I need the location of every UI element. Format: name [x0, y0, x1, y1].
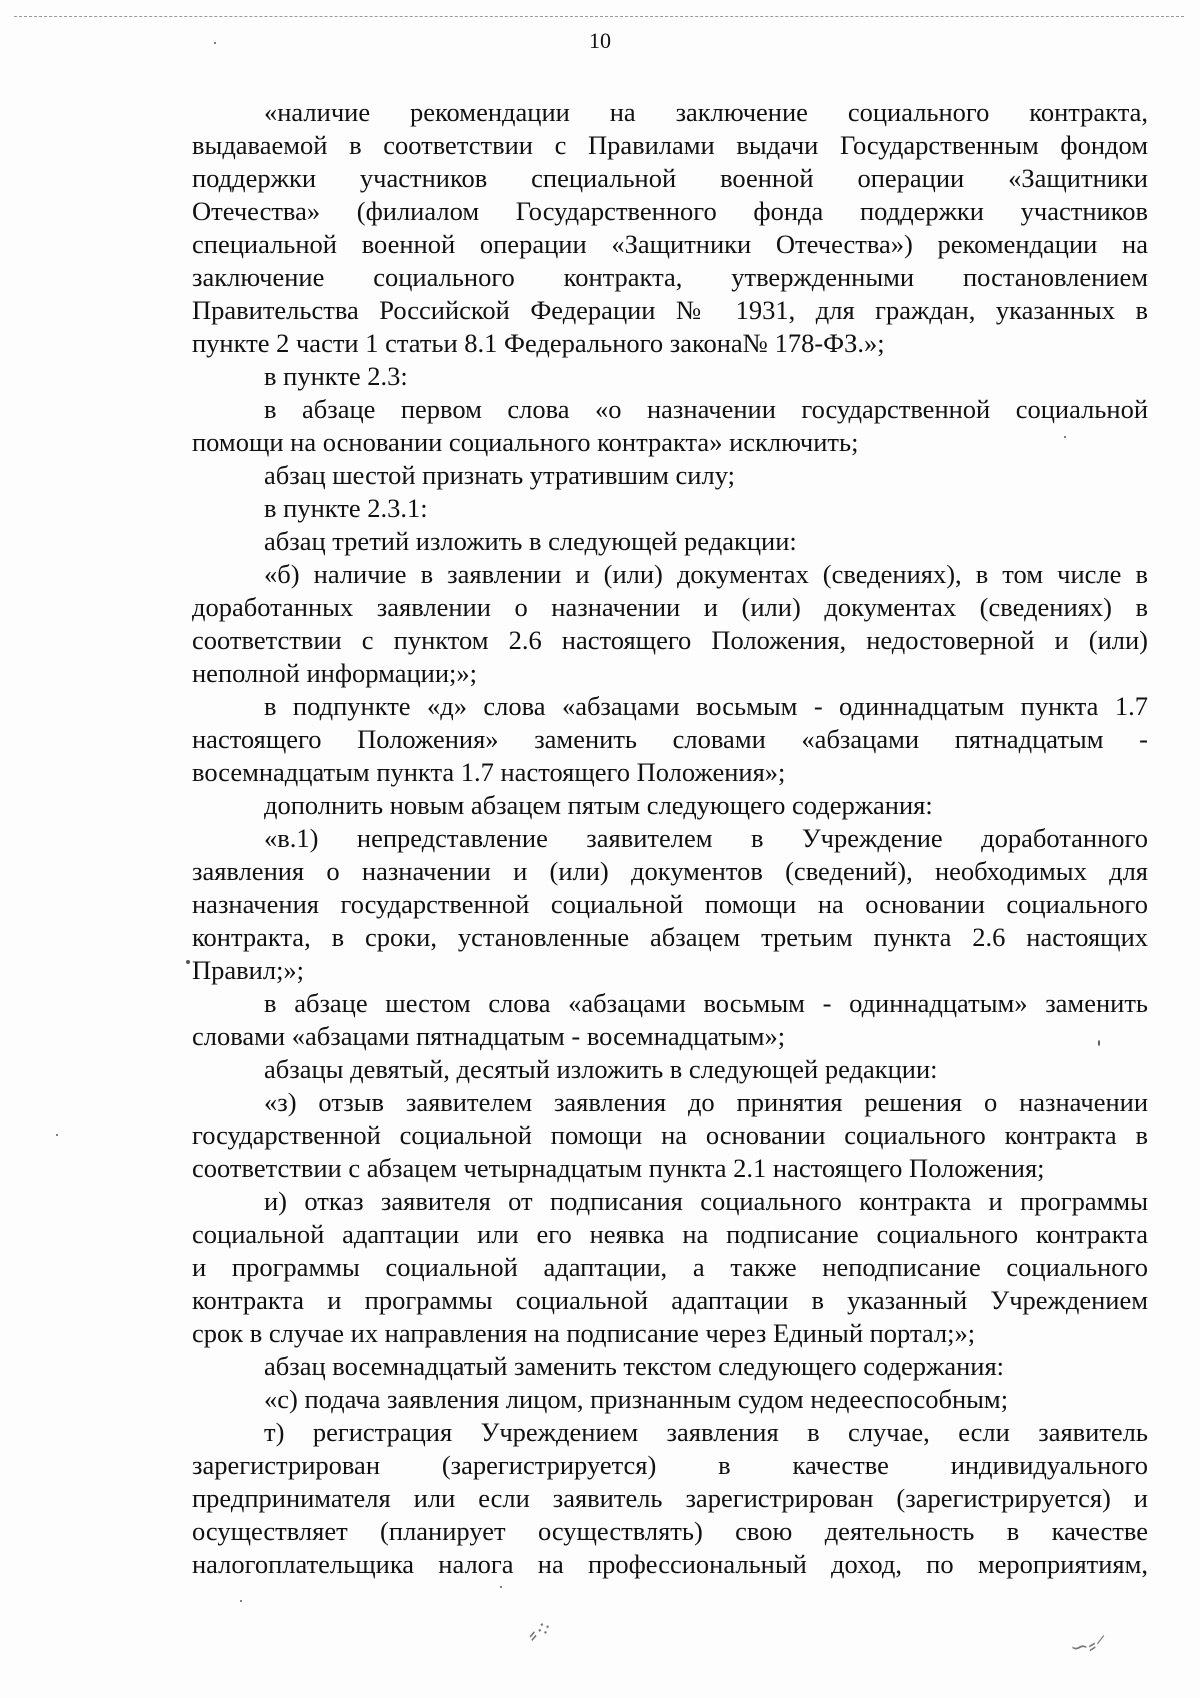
text-line: «в.1) непредставление заявителем в Учреждение доработанного — [264, 823, 1148, 853]
text-line: предпринимателя или если заявитель зарегистрирован (зарегистрируется) и — [192, 1483, 1148, 1513]
paragraph — [192, 525, 1148, 558]
text-line: контракта, в сроки, установленные абзацем третьим пункта 2.6 настоящих — [192, 922, 1148, 952]
text-line: зарегистрирован (зарегистрируется) в качестве индивидуального — [192, 1450, 1148, 1480]
paragraph — [192, 393, 1148, 459]
text-line: словами «абзацами пятнадцатым - восемнадцатым»; — [192, 1021, 786, 1051]
paragraph — [192, 690, 1148, 789]
text-line: выдаваемой в соответствии с Правилами выдачи Государственным фондом — [192, 130, 1148, 160]
scan-top-edge — [14, 16, 1184, 17]
paragraph — [192, 1350, 1148, 1383]
text-line: восемнадцатым пункта 1.7 настоящего Положения»; — [192, 757, 786, 787]
text-line: пункте 2 части 1 статьи 8.1 Федерального закона№ 178-ФЗ.»; — [192, 328, 885, 358]
scan-speck — [56, 1134, 58, 1136]
handwritten-mark: ⸗⁘ — [524, 1614, 559, 1649]
paragraph — [192, 1185, 1148, 1350]
text-line: срок в случае их направления на подписание через Единый портал;»; — [192, 1318, 976, 1348]
text-line: Правил;»; — [192, 955, 305, 985]
text-line: и программы социальной адаптации, а также неподписание социального — [192, 1252, 1148, 1282]
text-line: специальной военной операции «Защитники Отечества») рекомендации на — [192, 229, 1148, 259]
paragraph — [192, 558, 1148, 690]
text-line: государственной социальной помощи на основании социального контракта в — [192, 1120, 1148, 1150]
scan-speck — [500, 1586, 502, 1588]
scan-speck — [1064, 436, 1066, 438]
text-line: Отечества» (филиалом Государственного фонда поддержки участников — [192, 196, 1148, 226]
text-line: и) отказ заявителя от подписания социального контракта и программы — [264, 1186, 1148, 1216]
text-line: в подпункте «д» слова «абзацами восьмым - одиннадцатым пункта 1.7 — [264, 691, 1148, 721]
paragraph — [192, 96, 1148, 360]
text-line: абзац восемнадцатый заменить текстом следующего содержания: — [264, 1351, 1005, 1381]
text-line: «з) отзыв заявителем заявления до принятия решения о назначении — [264, 1087, 1148, 1117]
text-line: абзац третий изложить в следующей редакции: — [264, 526, 797, 556]
text-line: настоящего Положения» заменить словами «абзацами пятнадцатым - — [192, 724, 1148, 754]
text-line: социальной адаптации или его неявка на подписание социального контракта — [192, 1219, 1148, 1249]
paragraph — [192, 1416, 1148, 1581]
handwritten-mark: ∽⸗⸍ — [1068, 1631, 1109, 1662]
text-line: назначения государственной социальной помощи на основании социального — [192, 889, 1148, 919]
text-line: в пункте 2.3.1: — [264, 493, 428, 523]
text-line: соответствии с абзацем четырнадцатым пункта 2.1 настоящего Положения; — [192, 1153, 1045, 1183]
text-line: в абзаце шестом слова «абзацами восьмым - одиннадцатым» заменить — [264, 988, 1148, 1018]
scan-speck — [214, 42, 216, 44]
text-line: заявления о назначении и (или) документов (сведений), необходимых для — [192, 856, 1148, 886]
text-line: осуществляет (планирует осуществлять) свою деятельность в качестве — [192, 1516, 1148, 1546]
text-line: «б) наличие в заявлении и (или) документах (сведениях), в том числе в — [264, 559, 1148, 589]
text-line: дополнить новым абзацем пятым следующего содержания: — [264, 790, 933, 820]
text-line: в абзаце первом слова «о назначении государственной социальной — [264, 394, 1148, 424]
text-line: т) регистрация Учреждением заявления в случае, если заявитель — [264, 1417, 1148, 1447]
paragraph — [192, 360, 1148, 393]
text-line: помощи на основании социального контракта» исключить; — [192, 427, 859, 457]
scan-speck — [186, 960, 190, 964]
text-line: неполной информации;»; — [192, 658, 477, 688]
text-line: доработанных заявлении о назначении и (или) документах (сведениях) в — [192, 592, 1148, 622]
paragraph — [192, 492, 1148, 525]
text-line: «наличие рекомендации на заключение социального контракта, — [264, 97, 1148, 127]
paragraph — [192, 822, 1148, 987]
page-number: 10 — [589, 28, 611, 53]
paragraph — [192, 789, 1148, 822]
document-body — [192, 96, 1148, 1581]
text-line: заключение социального контракта, утвержденными постановлением — [192, 262, 1148, 292]
text-line: абзац шестой признать утратившим силу; — [264, 460, 735, 490]
scan-speck — [240, 1600, 242, 1602]
text-line: поддержки участников специальной военной операции «Защитники — [192, 163, 1148, 193]
text-line: налогоплательщика налога на профессиональный доход, по мероприятиям, — [192, 1549, 1148, 1579]
text-line: абзацы девятый, десятый изложить в следующей редакции: — [264, 1054, 938, 1084]
text-line: в пункте 2.3: — [264, 361, 408, 391]
paragraph — [192, 1383, 1148, 1416]
paragraph — [192, 459, 1148, 492]
text-line: контракта и программы социальной адаптации в указанный Учреждением — [192, 1285, 1148, 1315]
text-line: Правительства Российской Федерации № 1931, для граждан, указанных в — [192, 295, 1148, 325]
scan-speck — [1098, 1040, 1100, 1046]
paragraph — [192, 1053, 1148, 1086]
paragraph — [192, 1086, 1148, 1185]
text-line: «с) подача заявления лицом, признанным судом недееспособным; — [264, 1384, 1009, 1414]
text-line: соответствии с пунктом 2.6 настоящего Положения, недостоверной и (или) — [192, 625, 1148, 655]
paragraph — [192, 987, 1148, 1053]
